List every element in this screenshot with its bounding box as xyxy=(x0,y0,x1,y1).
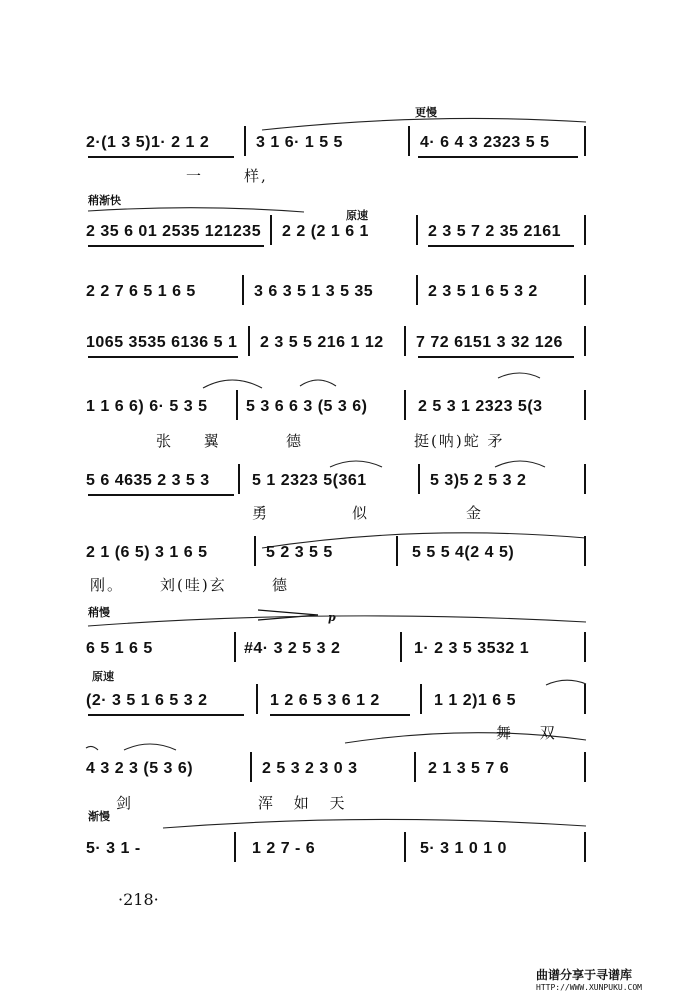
row3-measure-b: 3 6 3 5 1 3 5 35 xyxy=(254,283,374,300)
row3-measure-a: 2 2 7 6 5 1 6 5 xyxy=(86,283,196,300)
barline xyxy=(414,752,416,782)
row7-measure-a: 2 1 (6 5) 3 1 6 5 xyxy=(86,544,208,561)
barline xyxy=(416,215,418,245)
lyric-row7-c: 德 xyxy=(272,576,290,594)
lyric-row1-a: 一 xyxy=(186,167,204,185)
score-row-9 xyxy=(86,692,586,716)
barline xyxy=(236,390,238,420)
barline xyxy=(584,215,586,245)
beam xyxy=(270,714,410,716)
lyric-row6-c: 金 xyxy=(466,504,484,522)
row11-measure-c: 5· 3 1 0 1 0 xyxy=(420,840,507,857)
tempo-yuan-su-2: 原速 xyxy=(92,670,114,683)
barline xyxy=(248,326,250,356)
barline xyxy=(404,390,406,420)
barline xyxy=(404,832,406,862)
tempo-shao-jian-kuai: 稍渐快 xyxy=(88,194,121,207)
row4-measure-a: 1065 3535 6136 5 1 xyxy=(86,334,238,351)
lyric-row1-b: 样, xyxy=(244,167,268,185)
row2-measure-c: 2 3 5 7 2 35 2161 xyxy=(428,223,562,240)
row9-measure-a: (2· 3 5 1 6 5 3 2 xyxy=(86,692,208,709)
row6-measure-c: 5 3)5 2 5 3 2 xyxy=(430,472,527,489)
score-row-2 xyxy=(86,223,586,247)
barline xyxy=(584,326,586,356)
lyric-row9-a: 舞 双 xyxy=(496,724,567,742)
row10-measure-a: 4 3 2 3 (5 3 6) xyxy=(86,760,194,777)
barline xyxy=(584,536,586,566)
row1-measure-b: 3 1 6· 1 5 5 xyxy=(256,134,343,151)
barline xyxy=(420,684,422,714)
barline xyxy=(404,326,406,356)
watermark-url: HTTP://WWW.XUNPUKU.COM xyxy=(536,983,642,992)
row2-measure-b: 2 2 (2 1 6 1 xyxy=(282,223,369,240)
barline xyxy=(400,632,402,662)
row2-measure-a: 2 35 6 01 2535 121235 xyxy=(86,223,262,240)
row4-measure-c: 7 72 6151 3 32 126 xyxy=(416,334,563,351)
row9-measure-b: 1 2 6 5 3 6 1 2 xyxy=(270,692,380,709)
score-row-5 xyxy=(86,398,586,422)
row7-measure-c: 5 5 5 4(2 4 5) xyxy=(412,544,515,561)
watermark-title: 曲谱分享于寻谱库 xyxy=(536,968,633,982)
lyric-row5-c: 挺(呐)蛇 矛 xyxy=(414,432,505,450)
lyric-row10-a: 剑 xyxy=(116,794,134,812)
lyric-row6-a: 勇 xyxy=(252,504,270,522)
beam xyxy=(88,494,234,496)
barline xyxy=(250,752,252,782)
row10-measure-b: 2 5 3 2 3 0 3 xyxy=(262,760,358,777)
row3-measure-c: 2 3 5 1 6 5 3 2 xyxy=(428,283,538,300)
row1-measure-c: 4· 6 4 3 2323 5 5 xyxy=(420,134,550,151)
barline xyxy=(416,275,418,305)
row7-measure-b: 5 2 3 5 5 xyxy=(266,544,333,561)
barline xyxy=(584,126,586,156)
score-row-8 xyxy=(86,640,586,664)
score-row-4 xyxy=(86,334,586,358)
lyric-row5-b: 德 xyxy=(286,432,304,450)
score-row-3 xyxy=(86,283,586,307)
beam xyxy=(418,356,574,358)
score-row-6 xyxy=(86,472,586,496)
barline xyxy=(584,752,586,782)
barline xyxy=(242,275,244,305)
lyric-row5-a: 张 翼 xyxy=(156,432,233,450)
row4-measure-b: 2 3 5 5 216 1 12 xyxy=(260,334,384,351)
lyric-row7-a: 刚。 xyxy=(90,576,125,594)
barline xyxy=(234,632,236,662)
row6-measure-b: 5 1 2323 5(361 xyxy=(252,472,367,489)
row5-measure-c: 2 5 3 1 2323 5(3 xyxy=(418,398,543,415)
lyric-row10-b: 浑 如 天 xyxy=(258,794,353,812)
row8-measure-a: 6 5 1 6 5 xyxy=(86,640,153,657)
barline xyxy=(584,464,586,494)
score-row-10 xyxy=(86,760,586,784)
lyric-row7-b: 刘(哇)玄 xyxy=(160,576,227,594)
row5-measure-b: 5 3 6 6 3 (5 3 6) xyxy=(246,398,368,415)
row9-measure-c: 1 1 2)1 6 5 xyxy=(434,692,516,709)
row10-measure-c: 2 1 3 5 7 6 xyxy=(428,760,510,777)
beam xyxy=(88,156,234,158)
score-row-1 xyxy=(86,134,586,158)
beam xyxy=(88,245,264,247)
barline xyxy=(408,126,410,156)
beam xyxy=(88,356,238,358)
row6-measure-a: 5 6 4635 2 3 5 3 xyxy=(86,472,210,489)
beam xyxy=(428,245,574,247)
row11-measure-a: 5· 3 1 - xyxy=(86,840,141,857)
barline xyxy=(584,275,586,305)
row5-measure-a: 1 1 6 6) 6· 5 3 5 xyxy=(86,398,208,415)
barline xyxy=(418,464,420,494)
barline xyxy=(584,390,586,420)
barline xyxy=(584,684,586,714)
page-number: ·218· xyxy=(118,890,159,909)
barline xyxy=(270,215,272,245)
lyric-row6-b: 似 xyxy=(352,504,370,522)
barline xyxy=(244,126,246,156)
tempo-geng-man: 更慢 xyxy=(415,106,437,119)
tempo-shao-man: 稍慢 xyxy=(88,606,110,619)
row11-measure-b: 1 2 7 - 6 xyxy=(252,840,316,857)
barline xyxy=(396,536,398,566)
barline xyxy=(238,464,240,494)
barline xyxy=(254,536,256,566)
score-row-7 xyxy=(86,544,586,568)
barline xyxy=(584,832,586,862)
tempo-jian-man: 渐慢 xyxy=(88,810,110,823)
row8-measure-c: 1· 2 3 5 3532 1 xyxy=(414,640,530,657)
barline xyxy=(234,832,236,862)
row8-measure-b: #4· 3 2 5 3 2 xyxy=(244,640,341,657)
score-row-11 xyxy=(86,840,586,864)
row1-measure-a: 2·(1 3 5)1· 2 1 2 xyxy=(86,134,210,151)
tempo-yuan-su-1: 原速 xyxy=(346,209,368,222)
beam xyxy=(418,156,578,158)
barline xyxy=(584,632,586,662)
beam xyxy=(88,714,244,716)
barline xyxy=(256,684,258,714)
dynamic-p: p xyxy=(328,611,336,624)
